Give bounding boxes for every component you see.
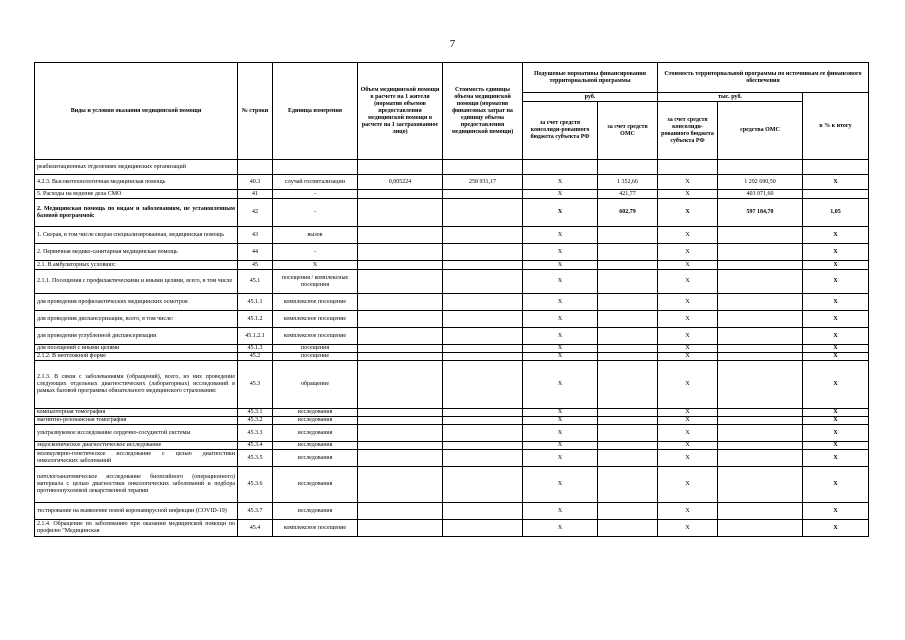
row-number-cell: 45 [238,261,273,270]
row-number-cell: 45.2 [238,353,273,361]
row-percent-cell: X [803,270,869,294]
table-row [35,503,869,520]
row-budget-total-cell: X [658,294,718,311]
row-budget-total-cell: X [658,467,718,503]
row-number-cell: 45.3.6 [238,467,273,503]
row-cost-cell [443,425,523,442]
row-budget-per-capita-cell: X [523,328,598,345]
row-oms-total-cell [718,261,803,270]
row-name-cell: для проведения диспансеризации, всего, в том числе: [35,311,238,328]
header-volume: Объем медицинской помощи в расчете на 1 жителя (норматив объемов предоставления медицинской помощи в расчете на 1 застрахованное лицо) [358,63,443,160]
row-number-cell: 44 [238,244,273,261]
row-cost-cell [443,361,523,409]
row-budget-per-capita-cell: X [523,345,598,353]
row-oms-per-capita-cell: 1 352,66 [598,175,658,190]
row-volume-cell [358,244,443,261]
row-volume-cell [358,328,443,345]
row-oms-per-capita-cell [598,160,658,175]
header-unit-cost: Стоимость единицы объема медицинской помощи (норматив финансовых затрат на единицу объема предоставления медицинской помощи) [443,63,523,160]
row-volume-cell [358,345,443,353]
row-name-cell: реабилитационных отделениях медицинских организаций [35,160,238,175]
row-name-cell: 2. Медицинская помощь по видам и заболеваниям, не установленным базовой программой: [35,199,238,227]
table-row [35,227,869,244]
row-oms-per-capita-cell [598,467,658,503]
row-name-cell: 1. Скорая, в том числе скорая специализированная, медицинская помощь [35,227,238,244]
row-budget-total-cell [658,160,718,175]
row-name-cell: 2.1.3. В связи с заболеваниями (обращений), всего, из них проведение следующих отдельных диагностических (лабораторных) исследований в рамках базовой программы обязательного медицинского страхования: [35,361,238,409]
table-row [35,353,869,361]
row-number-cell: 45.1.1 [238,294,273,311]
row-oms-total-cell [718,450,803,467]
row-volume-cell [358,353,443,361]
row-oms-total-cell [718,503,803,520]
row-volume-cell [358,311,443,328]
row-volume-cell: 0,005224 [358,175,443,190]
header-rub: руб. [523,93,658,102]
row-percent-cell: X [803,294,869,311]
row-oms-per-capita-cell [598,409,658,417]
row-cost-cell [443,311,523,328]
row-budget-per-capita-cell: X [523,244,598,261]
row-number-cell: 45.3.3 [238,425,273,442]
row-unit-cell: случай госпитализации [273,175,358,190]
row-budget-per-capita-cell: X [523,199,598,227]
row-percent-cell: X [803,175,869,190]
table-row [35,425,869,442]
row-name-cell: 2.1.2. В неотложной форме [35,353,238,361]
row-percent-cell: 1,05 [803,199,869,227]
row-volume-cell [358,294,443,311]
row-number-cell: 45.3.4 [238,442,273,450]
row-budget-per-capita-cell: X [523,227,598,244]
row-cost-cell [443,328,523,345]
row-budget-per-capita-cell: X [523,270,598,294]
row-number-cell [238,160,273,175]
row-budget-total-cell: X [658,361,718,409]
row-cost-cell [443,503,523,520]
table-row [35,442,869,450]
row-oms-total-cell [718,311,803,328]
row-volume-cell [358,190,443,199]
table-body [35,160,869,537]
row-unit-cell [273,160,358,175]
row-unit-cell: исследования [273,503,358,520]
row-cost-cell [443,467,523,503]
row-number-cell: 45.3.1 [238,409,273,417]
row-budget-total-cell: X [658,261,718,270]
row-budget-per-capita-cell: X [523,190,598,199]
row-volume-cell [358,409,443,417]
row-oms-per-capita-cell [598,328,658,345]
row-percent-cell: X [803,328,869,345]
row-cost-cell [443,270,523,294]
row-percent-cell: X [803,345,869,353]
row-budget-per-capita-cell: X [523,409,598,417]
row-unit-cell: исследования [273,450,358,467]
row-name-cell: компьютерная томография [35,409,238,417]
row-oms-per-capita-cell [598,425,658,442]
row-number-cell: 45.3.7 [238,503,273,520]
row-oms-total-cell [718,417,803,425]
table-row [35,361,869,409]
table-row [35,467,869,503]
row-cost-cell [443,244,523,261]
row-percent-cell: X [803,450,869,467]
row-budget-per-capita-cell: X [523,520,598,537]
table-row [35,270,869,294]
row-oms-total-cell [718,345,803,353]
row-cost-cell [443,261,523,270]
row-number-cell: 40.3 [238,175,273,190]
row-oms-per-capita-cell [598,270,658,294]
row-oms-total-cell [718,467,803,503]
row-budget-per-capita-cell: X [523,175,598,190]
row-cost-cell [443,190,523,199]
row-percent-cell: X [803,361,869,409]
row-volume-cell [358,467,443,503]
row-name-cell: патологоанатомическое исследование биопсийного (операционного) материала с целью диагностики онкологических заболеваний и подбора противоопухолевой лекарственной терапии [35,467,238,503]
row-oms-per-capita-cell [598,345,658,353]
row-name-cell: ультразвуковое исследование сердечно-сосудистой системы [35,425,238,442]
row-cost-cell [443,450,523,467]
row-budget-total-cell: X [658,503,718,520]
row-unit-cell: комплексное посещение [273,311,358,328]
row-cost-cell [443,160,523,175]
row-oms-total-cell [718,244,803,261]
row-cost-cell [443,227,523,244]
row-number-cell: 45.1 [238,270,273,294]
row-cost-cell [443,345,523,353]
row-oms-per-capita-cell [598,294,658,311]
row-percent-cell: X [803,261,869,270]
row-budget-total-cell: X [658,450,718,467]
row-unit-cell: вызов [273,227,358,244]
row-budget-total-cell: X [658,244,718,261]
row-percent-cell: X [803,409,869,417]
row-volume-cell [358,361,443,409]
header-budget-total: за счет средств консолиди-рованного бюджета субъекта РФ [658,102,718,160]
row-budget-total-cell: X [658,417,718,425]
table-row [35,450,869,467]
row-budget-per-capita-cell [523,160,598,175]
row-number-cell: 45.3.2 [238,417,273,425]
table-row [35,244,869,261]
row-budget-total-cell: X [658,270,718,294]
row-number-cell: 45.3.5 [238,450,273,467]
table-row [35,409,869,417]
row-oms-per-capita-cell: 602,79 [598,199,658,227]
row-budget-total-cell: X [658,190,718,199]
row-oms-total-cell [718,160,803,175]
row-volume-cell [358,417,443,425]
row-budget-total-cell: X [658,425,718,442]
row-unit-cell: комплексное посещение [273,520,358,537]
row-name-cell: 2.1. В амбулаторных условиях: [35,261,238,270]
row-unit-cell: обращение [273,361,358,409]
row-number-cell: 41 [238,190,273,199]
row-oms-total-cell: 403 071,60 [718,190,803,199]
row-volume-cell [358,450,443,467]
row-oms-total-cell [718,442,803,450]
table-row [35,345,869,353]
row-volume-cell [358,520,443,537]
row-budget-per-capita-cell: X [523,425,598,442]
row-unit-cell: - [273,244,358,261]
header-budget-per-capita: за счет средств консолиди-рованного бюджета субъекта РФ [523,102,598,160]
row-oms-per-capita-cell [598,442,658,450]
row-budget-total-cell: X [658,227,718,244]
row-oms-total-cell [718,425,803,442]
row-budget-total-cell: X [658,328,718,345]
table-row [35,294,869,311]
row-percent-cell [803,190,869,199]
row-percent-cell: X [803,442,869,450]
row-percent-cell: X [803,417,869,425]
page-number: 7 [449,38,456,50]
row-unit-cell: исследования [273,425,358,442]
row-oms-per-capita-cell [598,261,658,270]
row-budget-per-capita-cell: X [523,353,598,361]
row-cost-cell [443,353,523,361]
row-oms-per-capita-cell [598,520,658,537]
row-oms-per-capita-cell [598,353,658,361]
row-budget-total-cell: X [658,353,718,361]
table-row [35,261,869,270]
row-name-cell: магнитно-резонансная томография [35,417,238,425]
row-name-cell: 2. Первичная медико-санитарная медицинская помощь [35,244,238,261]
row-name-cell: 2.1.4. Обращение по заболеванию при оказании медицинской помощи по профилю "Медицинская [35,520,238,537]
row-percent-cell: X [803,227,869,244]
row-volume-cell [358,160,443,175]
row-name-cell: 2.1.1. Посещения с профилактическими и иными целями, всего, в том числе [35,270,238,294]
table-row [35,190,869,199]
row-oms-total-cell: 597 184,70 [718,199,803,227]
header-oms-per-capita: за счет средств ОМС [598,102,658,160]
row-budget-total-cell: X [658,199,718,227]
row-budget-per-capita-cell: X [523,467,598,503]
row-unit-cell: исследования [273,442,358,450]
row-volume-cell [358,270,443,294]
row-name-cell: для проведения углубленной диспансеризации [35,328,238,345]
row-number-cell: 45.1.2 [238,311,273,328]
row-oms-per-capita-cell [598,450,658,467]
row-budget-per-capita-cell: X [523,503,598,520]
table-row [35,199,869,227]
row-number-cell: 43 [238,227,273,244]
row-name-cell: для проведения профилактических медицинских осмотров [35,294,238,311]
row-budget-total-cell: X [658,520,718,537]
header-program-cost-group: Стоимость территориальной программы по источникам ее финансового обеспечения [658,63,869,93]
row-budget-total-cell: X [658,345,718,353]
header-type: Виды и условия оказания медицинской помощи [35,63,238,160]
row-name-cell: для посещений с иными целями [35,345,238,353]
row-oms-total-cell [718,361,803,409]
row-number-cell: 42 [238,199,273,227]
row-unit-cell: комплексное посещение [273,294,358,311]
row-budget-per-capita-cell: X [523,311,598,328]
row-cost-cell [443,442,523,450]
row-oms-total-cell [718,294,803,311]
row-budget-total-cell: X [658,409,718,417]
row-cost-cell [443,294,523,311]
row-oms-total-cell [718,227,803,244]
row-number-cell: 45.1.2.1 [238,328,273,345]
row-budget-per-capita-cell: X [523,417,598,425]
row-percent-cell: X [803,425,869,442]
row-budget-per-capita-cell: X [523,361,598,409]
row-percent-cell [803,160,869,175]
row-volume-cell [358,442,443,450]
table-row [35,160,869,175]
header-oms-total: средства ОМС [718,102,803,160]
row-unit-cell: X [273,261,358,270]
table-row [35,417,869,425]
row-oms-per-capita-cell [598,417,658,425]
header-row-number: № строки [238,63,273,160]
row-oms-total-cell [718,353,803,361]
header-unit: Единица измерения [273,63,358,160]
row-budget-total-cell: X [658,311,718,328]
row-budget-per-capita-cell: X [523,450,598,467]
row-unit-cell: исследования [273,417,358,425]
header-thous-rub: тыс. руб. [658,93,803,102]
row-oms-per-capita-cell [598,361,658,409]
row-name-cell: 4.2.3. Высокотехнологичная медицинская помощь [35,175,238,190]
row-percent-cell: X [803,503,869,520]
header-percent: в % к итогу [803,93,869,160]
row-oms-per-capita-cell [598,503,658,520]
row-budget-per-capita-cell: X [523,294,598,311]
row-oms-per-capita-cell: 421,77 [598,190,658,199]
row-name-cell: 5. Расходы на ведение дела СМО [35,190,238,199]
row-volume-cell [358,227,443,244]
row-oms-total-cell [718,328,803,345]
row-budget-total-cell: X [658,442,718,450]
row-volume-cell [358,261,443,270]
row-percent-cell: X [803,311,869,328]
row-name-cell: эндоскопическое диагностическое исследование [35,442,238,450]
row-unit-cell: посещения [273,345,358,353]
table-row [35,311,869,328]
table-row [35,175,869,190]
row-volume-cell [358,199,443,227]
row-unit-cell: комплексное посещение [273,328,358,345]
row-budget-per-capita-cell: X [523,261,598,270]
row-cost-cell [443,409,523,417]
row-name-cell: тестирование на выявление новой коронавирусной инфекции (COVID-19) [35,503,238,520]
row-unit-cell: исследования [273,409,358,417]
row-oms-per-capita-cell [598,311,658,328]
row-oms-total-cell [718,520,803,537]
row-budget-per-capita-cell: X [523,442,598,450]
row-percent-cell: X [803,353,869,361]
row-cost-cell [443,417,523,425]
row-volume-cell [358,503,443,520]
row-unit-cell: посещения / комплексные посещения [273,270,358,294]
row-percent-cell: X [803,244,869,261]
row-oms-per-capita-cell [598,244,658,261]
row-number-cell: 45.4 [238,520,273,537]
financing-table [34,62,869,537]
row-volume-cell [358,425,443,442]
table-row [35,328,869,345]
row-unit-cell: исследования [273,467,358,503]
header-per-capita-group: Подушевые нормативы финансирования территориальной программы [523,63,658,93]
row-oms-total-cell [718,409,803,417]
row-unit-cell: - [273,190,358,199]
row-percent-cell: X [803,520,869,537]
row-cost-cell [443,199,523,227]
row-oms-total-cell [718,270,803,294]
row-name-cell: молекулярно-генетическое исследование с целью диагностики онкологических заболеваний [35,450,238,467]
row-unit-cell: - [273,199,358,227]
row-number-cell: 45.1.3 [238,345,273,353]
row-budget-total-cell: X [658,175,718,190]
row-percent-cell: X [803,467,869,503]
row-number-cell: 45.3 [238,361,273,409]
row-cost-cell: 258 931,17 [443,175,523,190]
table-row [35,520,869,537]
row-unit-cell: посещение [273,353,358,361]
row-oms-per-capita-cell [598,227,658,244]
row-oms-total-cell: 1 292 690,50 [718,175,803,190]
row-cost-cell [443,520,523,537]
